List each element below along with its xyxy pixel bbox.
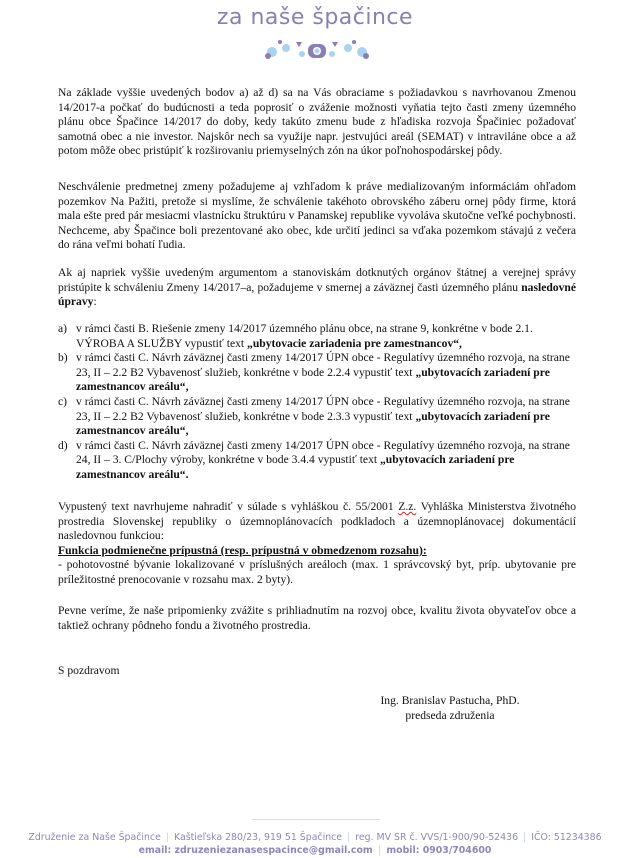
paragraph-text: Na základe vyššie uvedených bodov a) až d) sa na Vás obraciame s požiadavkou s navrhovanou Zmenou 14/2017-a počkať do budúcnosti a teda poprosiť o zváženie možnosti vyňatia tejto časti zmeny územného plánu obce Špačince 14/2017 do doby, kedy takúto zmenu bude z hľadiska rozvoja Špačiniec požadovať samotná obec a nie investor. Najskôr nech sa využije napr. jestvujúci areál (SEMAT) v intraviláne obce a až potom môže obec pristúpiť k rozširovaniu priemyselných zón na úkor poľnohospodárskej pôdy. — [58, 86, 576, 158]
list-marker: c) — [58, 394, 68, 408]
list-marker: a) — [58, 322, 68, 335]
list-item-text: v rámci časti C. Návrh záväznej časti zmeny 14/2017 ÚPN obce - Regulatívy územného rozvoja, na strane 24, II – 3. C/Plochy výroby, konkrétne v bode 3.4.4 vypustiť text — [76, 438, 570, 467]
list-item — [58, 395, 576, 439]
list-item-text: v rámci časti C. Návrh záväznej časti zmeny 14/2017 ÚPN obce - Regulatívy územného rozvoja, na strane 23, II – 2.2 B2 Vybavenosť služieb, konkrétne v bode 2.2.4 vypustiť text — [76, 351, 570, 379]
list-marker: b) — [58, 351, 68, 365]
paragraph-reasoning — [58, 180, 576, 253]
paragraph-replacement — [58, 500, 576, 588]
requirements-list — [58, 322, 576, 483]
paragraph-text: Neschválenie predmetnej zmeny požadujeme aj vzhľadom k práve medializovaným informáciám ohľadom pozemkov Na Pažiti, pretože si myslíme, že schválenie takéhoto obrovského záberu ornej pôdy firme, ktorá mala ešte pred pár mesiacmi vlastnícku štruktúru v Panamskej republike vyvoláva skutočne veľké pochybnosti. Nechceme, aby Špačince boli prezentované ako obec, kde určití jedinci sa vďaka pozemkom stávajú z večera do rána veľmi bohatí ľudia. — [58, 180, 576, 252]
paragraph-request — [58, 86, 576, 159]
paragraph-text: Vypustený text navrhujeme nahradiť v súlade s vyhláškou č. 55/2001 — [58, 500, 399, 513]
list-item-quote: „ubytovacie zariadenia pre zamestnancov“, — [247, 336, 462, 350]
footer-separator: | — [523, 832, 527, 843]
footer-address: Kaštieľska 280/23, 919 51 Špačince — [174, 832, 343, 843]
list-item-quote: „ubytovacích zariadení pre zamestnancov areálu“, — [76, 409, 550, 438]
function-text: - pohotovostné bývanie lokalizované v príslušných areáloch (max. 1 správcovský byt, príp. ubytovanie pre príležitostné prenocovanie v rozsahu max. 2 byty). — [58, 558, 576, 586]
footer-registration: reg. MV SR č. VVS/1-900/90-52436 — [355, 832, 519, 843]
folk-ornament-icon — [262, 36, 372, 62]
emphasis-text: nasledovné úpravy — [58, 280, 576, 309]
function-heading: Funkcia podmienečne prípustná (resp. prípustná v obmedzenom rozsahu): — [58, 543, 427, 557]
logo-text: za naše špačince — [216, 5, 414, 30]
footer-separator: | — [165, 832, 170, 843]
footer-mobile: mobil: 0903/704600 — [386, 845, 492, 856]
footer-separator: | — [347, 832, 351, 843]
paragraph-closing — [58, 604, 576, 633]
greeting-text: S pozdravom — [58, 664, 120, 677]
footer-contact-line1 — [0, 832, 630, 843]
list-item — [58, 351, 576, 395]
footer-ico: IČO: 51234386 — [531, 832, 602, 843]
letterhead — [0, 0, 630, 70]
list-item-text: v rámci časti B. Riešenie zmeny 14/2017 územného plánu obce, na strane 9, konkrétne v bode 2.1. VÝROBA A SLUŽBY vypustiť text — [76, 322, 533, 350]
footer-email[interactable]: email: zdruzeniezanasespacince@gmail.com — [138, 845, 373, 856]
paragraph-text: Pevne veríme, že naše pripomienky zvážite s prihliadnutím na rozvoj obce, kvalitu života obyvateľov obce a taktiež ochrany pôdneho fondu a životného prostredia. — [58, 604, 576, 632]
list-item-text: v rámci časti C. Návrh záväznej časti zmeny 14/2017 ÚPN obce - Regulatívy územného rozvoja, na strane 23, II – 2.2 B2 Vybavenosť služieb, konkrétne v bode 2.3.3 vypustiť text — [76, 394, 570, 423]
list-item-quote: „ubytovacích zariadení pre zamestnancov areálu“, — [76, 365, 550, 394]
paragraph-text: Vyhláška Ministerstva životného prostredia Slovenskej republiky o územnoplánovacích podkladoch a územnoplánovacej dokumentácií nasledovnou funkciou: — [58, 500, 577, 543]
paragraph-requirements-intro — [58, 266, 576, 310]
footer-divider — [252, 819, 380, 820]
signature-role: predseda združenia — [405, 708, 495, 722]
list-item — [58, 439, 576, 483]
spellcheck-flagged-word: Z.z. — [398, 500, 417, 513]
footer-org: Združenie za Naše Špačince — [28, 832, 161, 843]
punctuation: : — [93, 295, 97, 309]
footer-separator: | — [377, 845, 382, 856]
list-item — [58, 322, 576, 351]
signature-block — [360, 694, 540, 723]
list-item-quote: „ubytovacích zariadení pre zamestnancov areálu“. — [76, 453, 515, 481]
footer-contact-line2 — [0, 845, 630, 856]
paragraph-text: Ak aj napriek vyššie uvedeným argumentom a stanoviskám dotknutých orgánov štátnej a verejnej správy pristúpite k schváleniu Zmeny 14/2017–a, požadujeme v smernej a záväznej časti územného plánu — [58, 266, 576, 294]
list-marker: d) — [58, 438, 68, 452]
signature-name: Ing. Branislav Pastucha, PhD. — [380, 694, 520, 707]
greeting — [58, 664, 576, 679]
